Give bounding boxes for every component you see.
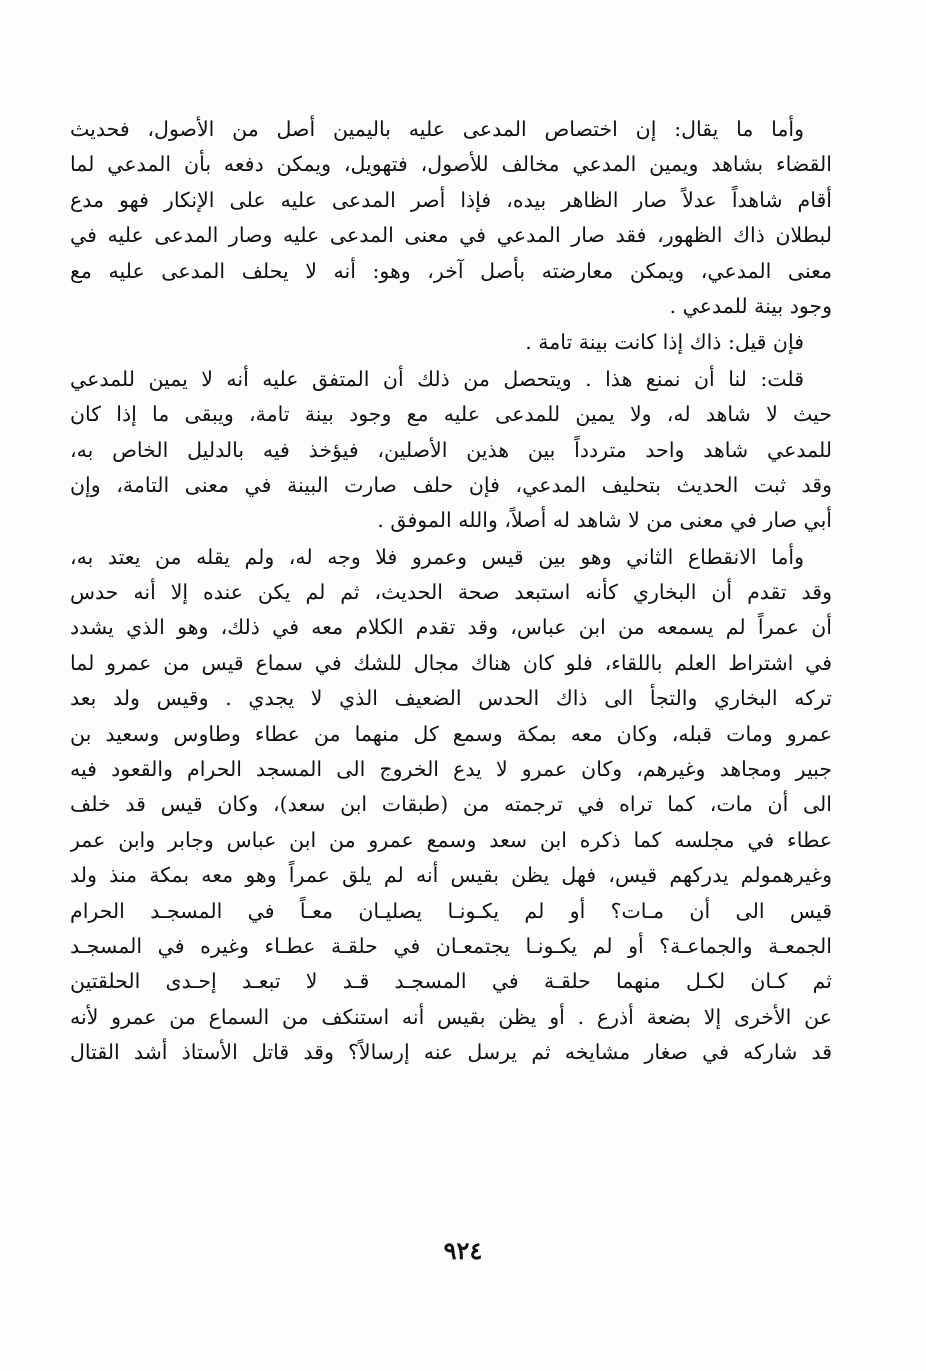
text-line: عن الأخرى إلا بضعة أذرع . أو يظن بقيس أنه استنكف من السماع من عمرو لأنه (70, 1004, 832, 1029)
paragraph-3 (70, 362, 860, 539)
text-line: أقام شاهداً عدلاً صار الظاهر بيده، فإذا أصر المدعى عليه على الإنكار فهو مدع (70, 187, 832, 212)
text-line: وجود بينة للمدعي . (669, 293, 832, 318)
text-line: القضاء بشاهد ويمين المدعي مخالف للأصول، فتهويل، ويمكن دفعه بأن المدعي لما (70, 152, 832, 177)
main-text (70, 112, 860, 1072)
text-line: الجمعـة والجماعـة؟ أو لم يكـونـا يجتمعـان في حلقـة عطـاء وغيره في المسجـد (70, 933, 832, 958)
paragraph-1 (70, 112, 860, 324)
text-line: عطاء في مجلسه كما ذكره ابن سعد وسمع عمرو من ابن عباس وجابر وابن عمر (70, 827, 832, 852)
text-line: فإن قيل: ذاك إذا كانت بينة تامة . (525, 330, 804, 355)
text-line: الى أن مات، كما تراه في ترجمته من (طبقات ابن سعد)، وكان قيس قد خلف (70, 792, 832, 817)
text-line: وقد تقدم أن البخاري كأنه استبعد صحة الحديث، ثم لم يكن عنده إلا أنه حدس (70, 580, 832, 605)
text-line: قد شاركه في صغار مشايخه ثم يرسل عنه إرسالاً؟ وقد قاتل الأستاذ أشد القتال (70, 1040, 832, 1065)
text-line: في اشتراط العلم باللقاء، فلو كان هناك مجال للشك في سماع قيس من عمرو لما (70, 650, 832, 675)
text-line: وأما الانقطاع الثاني وهو بين قيس وعمرو فلا وجه له، ولم يقله من يعتد به، (70, 544, 804, 569)
paragraph-4 (70, 540, 860, 1071)
text-line: جبير ومجاهد وغيرهم، وكان عمرو لا يدع الخروج الى المسجد الحرام والقعود فيه (70, 757, 832, 782)
page-number: ٩٢٤ (443, 1236, 483, 1265)
text-line: للمدعي شاهد واحد متردداً بين هذين الأصلين، فيؤخذ فيه بالدليل الخاص به، (70, 437, 832, 462)
text-line: لبطلان ذاك الظهور، فقد صار المدعي في معنى المدعى عليه وصار المدعى عليه في (70, 223, 832, 248)
text-line: أبي صار في معنى من لا شاهد له أصلاً، والله الموفق . (377, 508, 832, 533)
text-line: وقد ثبت الحديث بتحليف المدعي، فإن حلف صارت البينة في معنى التامة، وإن (70, 472, 832, 497)
text-line: وأما ما يقال: إن اختصاص المدعى عليه باليمين أصل من الأصول، فحديث (70, 117, 804, 141)
paragraph-2 (70, 325, 860, 360)
text-line: عمرو ومات قبله، وكان معه بمكة وسمع كل منهما من عطاء وطاوس وسعيد بن (70, 721, 832, 746)
text-line: تركه البخاري والتجأ الى ذاك الحدس الضعيف الذي لا يجدي . وقيس ولد بعد (70, 686, 832, 711)
text-line: قيس الى أن مـات؟ أو لم يكـونـا يصليـان معـاً في المسجـد الحرام (70, 898, 833, 923)
text-line: حيث لا شاهد له، ولا يمين للمدعى عليه مع وجود بينة تامة، ويبقى ما إذا كان (70, 402, 832, 427)
text-line: ثم كـان لكـل منهما حلقـة في المسجـد قـد لا تبعـد إحـدى الحلقتين (70, 969, 832, 994)
text-line: وغيرهمولم يدركهم قيس، فهل يظن بقيس أنه لم يلق عمراً وهو معه بمكة منذ ولد (70, 863, 832, 888)
text-line: أن عمراً لم يسمعه من ابن عباس، وقد تقدم الكلام معه في ذلك، وهو الذي يشدد (70, 615, 832, 640)
text-line: قلت: لنا أن نمنع هذا . ويتحصل من ذلك أن المتفق عليه أنه لا يمين للمدعي (70, 366, 804, 391)
text-line: معنى المدعي، ويمكن معارضته بأصل آخر، وهو: أنه لا يحلف المدعى عليه مع (70, 258, 832, 283)
